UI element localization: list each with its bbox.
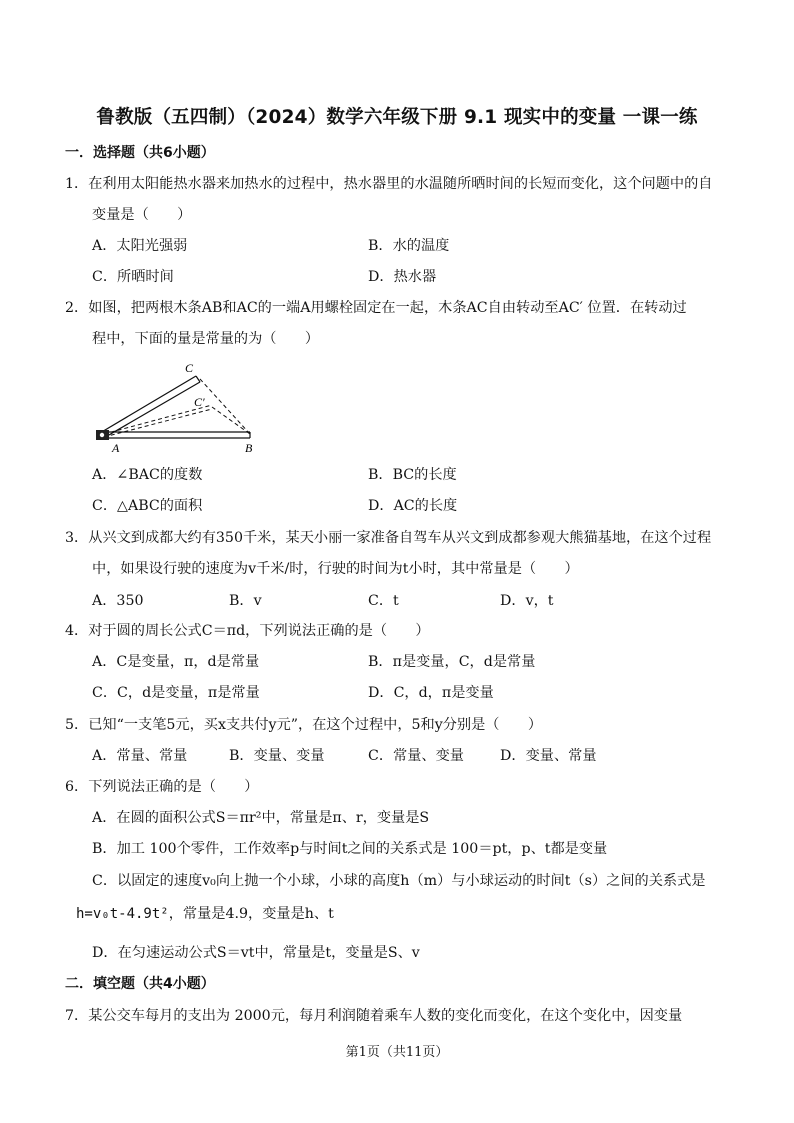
q3-stem-line2: 中，如果设行驶的速度为v千米/时，行驶的时间为t小时，其中常量是（ ） [92, 561, 579, 577]
dashed-segment-c-prime-b [212, 407, 250, 434]
q4-option-d: D．C，d，π是变量 [368, 685, 494, 701]
q5-option-c: C．常量、变量 [368, 748, 464, 764]
section-heading-fill: 二．填空题（共4小题） [65, 976, 215, 992]
q1-option-b: B．水的温度 [368, 238, 450, 254]
q6-option-c-line1: C．以固定的速度v₀向上抛一个小球，小球的高度h（m）与小球运动的时间t（s）之间的关系式是 [92, 873, 706, 889]
q2-stem-line1: 2．如图，把两根木条AB和AC的一端A用螺栓固定在一起，木条AC自由转动至AC′ 位置．在转动过 [65, 300, 687, 316]
q3-option-c: C．t [368, 593, 399, 609]
q2-option-b: B．BC的长度 [368, 467, 457, 483]
label-a: A [112, 441, 120, 455]
q1-stem-line1: 1．在利用太阳能热水器来加热水的过程中，热水器里的水温随所晒时间的长短而变化，这个问题中的自 [65, 176, 713, 192]
dashed-ac-prime-upper [104, 405, 212, 434]
page-footer: 第1页（共11页） [345, 1045, 449, 1060]
page-title: 鲁教版（五四制）（2024）数学六年级下册 9.1 现实中的变量 一课一练 [96, 107, 698, 128]
q6-stem: 6．下列说法正确的是（ ） [65, 779, 259, 795]
dashed-ac-prime-lower [104, 409, 212, 437]
q4-stem: 4．对于圆的周长公式C＝πd，下列说法正确的是（ ） [65, 623, 430, 639]
q6-option-c-line2 [76, 905, 334, 923]
q1-stem-line2: 变量是（ ） [92, 207, 192, 223]
q6-option-a: A．在圆的面积公式S＝πr²中，常量是π、r，变量是S [92, 810, 430, 826]
q1-option-c: C．所晒时间 [92, 269, 174, 285]
q3-option-a: A．350 [92, 593, 144, 609]
q3-stem-line1: 3．从兴文到成都大约有350千米，某天小丽一家准备自驾车从兴文到成都参观大熊猫基地，在这个过程 [65, 530, 712, 546]
q4-option-b: B．π是变量，C，d是常量 [368, 654, 536, 670]
q5-option-b: B．变量、变量 [229, 748, 325, 764]
stick-ac-edge-upper [100, 376, 196, 433]
q5-stem: 5．已知“一支笔5元，买x支共付y元”，在这个过程中，5和y分别是（ ） [65, 717, 543, 733]
label-c: C [185, 361, 194, 375]
q4-option-a: A．C是变量，π，d是常量 [92, 654, 260, 670]
label-b: B [245, 441, 253, 455]
label-c-prime: C′ [194, 395, 205, 409]
q1-option-d: D．热水器 [368, 269, 437, 285]
q2-figure-rotating-sticks [92, 360, 262, 455]
q2-option-a: A．∠BAC的度数 [92, 467, 203, 483]
q1-option-a: A．太阳光强弱 [92, 238, 188, 254]
q3-option-d: D．v，t [500, 593, 554, 609]
q5-option-a: A．常量、常量 [92, 748, 188, 764]
q3-option-b: B．v [229, 593, 262, 609]
q2-option-d: D．AC的长度 [368, 498, 458, 514]
q4-option-c: C．C，d是变量，π是常量 [92, 685, 260, 701]
stick-ac-edge-lower [102, 382, 200, 439]
q2-option-c: C．△ABC的面积 [92, 498, 203, 514]
stick-ac-end [196, 376, 200, 382]
q6-option-d: D．在匀速运动公式S＝vt中，常量是t，变量是S、v [92, 945, 420, 961]
bolt-hole [100, 433, 104, 437]
q6-option-b: B．加工 100个零件，工作效率p与时间t之间的关系式是 100＝pt，p、t都是变量 [92, 841, 608, 857]
q7-stem-line1: 7．某公交车每月的支出为 2000元，每月利润随着乘车人数的变化而变化，在这个变化中，因变量 [65, 1008, 683, 1024]
section-heading-choice: 一．选择题（共6小题） [65, 145, 215, 161]
q2-stem-line2: 程中，下面的量是常量的为（ ） [92, 331, 320, 347]
q6-formula: h=v₀t-4.9t² [76, 906, 169, 922]
q5-option-d: D．变量、常量 [500, 748, 597, 764]
q6-option-c-tail: ，常量是4.9，变量是h、t [168, 906, 334, 922]
